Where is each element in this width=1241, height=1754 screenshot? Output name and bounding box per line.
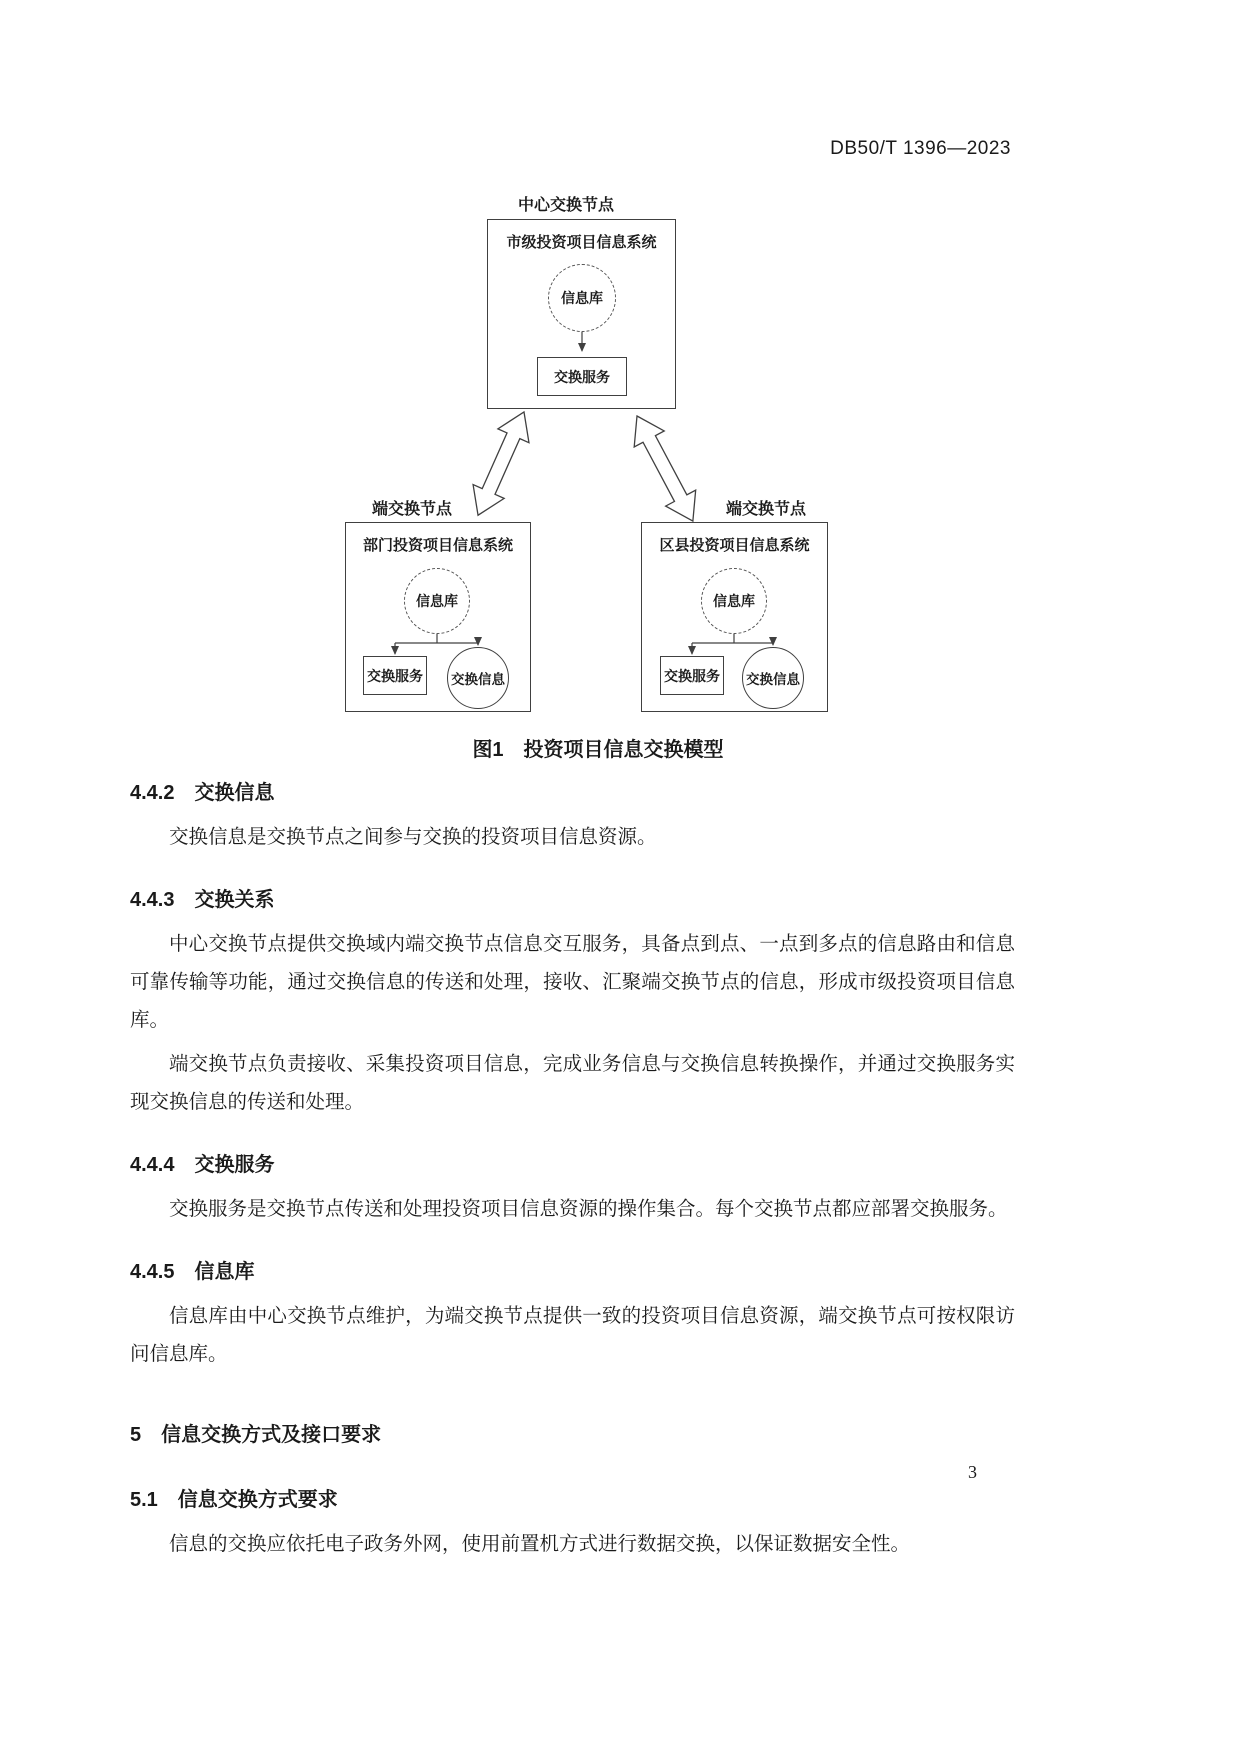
left-node-label: 端交换节点	[371, 501, 452, 518]
center-db-circle: 信息库	[548, 264, 616, 332]
paragraph: 交换服务是交换节点传送和处理投资项目信息资源的操作集合。每个交换节点都应部署交换服务。	[169, 1199, 1008, 1220]
document-body	[130, 776, 1015, 1564]
heading-4-4-3: 4.4.3 交换关系	[130, 889, 275, 911]
center-service-box: 交换服务	[537, 357, 627, 396]
page-number: 3	[968, 1462, 977, 1482]
center-node-label: 中心交换节点	[517, 197, 614, 214]
right-info-circle: 交换信息	[742, 647, 804, 709]
right-node-label: 端交换节点	[725, 501, 806, 518]
heading-4-4-2: 4.4.2 交换信息	[130, 782, 275, 804]
right-node-title: 区县投资项目信息系统	[659, 538, 810, 554]
right-service-box: 交换服务	[660, 656, 724, 695]
left-db-circle: 信息库	[404, 568, 470, 634]
left-service-box: 交换服务	[363, 656, 427, 695]
paragraph: 信息库由中心交换节点维护，为端交换节点提供一致的投资项目信息资源，端交换节点可按权限访问信息库。	[130, 1306, 1015, 1365]
left-info-circle: 交换信息	[447, 647, 509, 709]
figure-caption: 图1 投资项目信息交换模型	[472, 739, 724, 761]
center-node-title: 市级投资项目信息系统	[506, 235, 657, 251]
right-db-circle: 信息库	[701, 568, 767, 634]
paragraph: 中心交换节点提供交换域内端交换节点信息交互服务，具备点到点、一点到多点的信息路由和信息可靠传输等功能，通过交换信息的传送和处理，接收、汇聚端交换节点的信息，形成市级投资项目信息库。	[130, 934, 1015, 1031]
left-node-title: 部门投资项目信息系统	[362, 538, 513, 554]
paragraph: 信息的交换应依托电子政务外网，使用前置机方式进行数据交换，以保证数据安全性。	[169, 1534, 911, 1555]
heading-5-1: 5.1 信息交换方式要求	[130, 1489, 338, 1511]
heading-5: 5 信息交换方式及接口要求	[130, 1424, 382, 1446]
heading-4-4-5: 4.4.5 信息库	[130, 1261, 255, 1283]
figure-1-diagram	[0, 0, 1241, 762]
paragraph: 端交换节点负责接收、采集投资项目信息，完成业务信息与交换信息转换操作，并通过交换服务实现交换信息的传送和处理。	[130, 1054, 1015, 1113]
standard-code: DB50/T 1396—2023	[830, 138, 1011, 159]
paragraph: 交换信息是交换节点之间参与交换的投资项目信息资源。	[169, 827, 657, 848]
heading-4-4-4: 4.4.4 交换服务	[130, 1154, 275, 1176]
